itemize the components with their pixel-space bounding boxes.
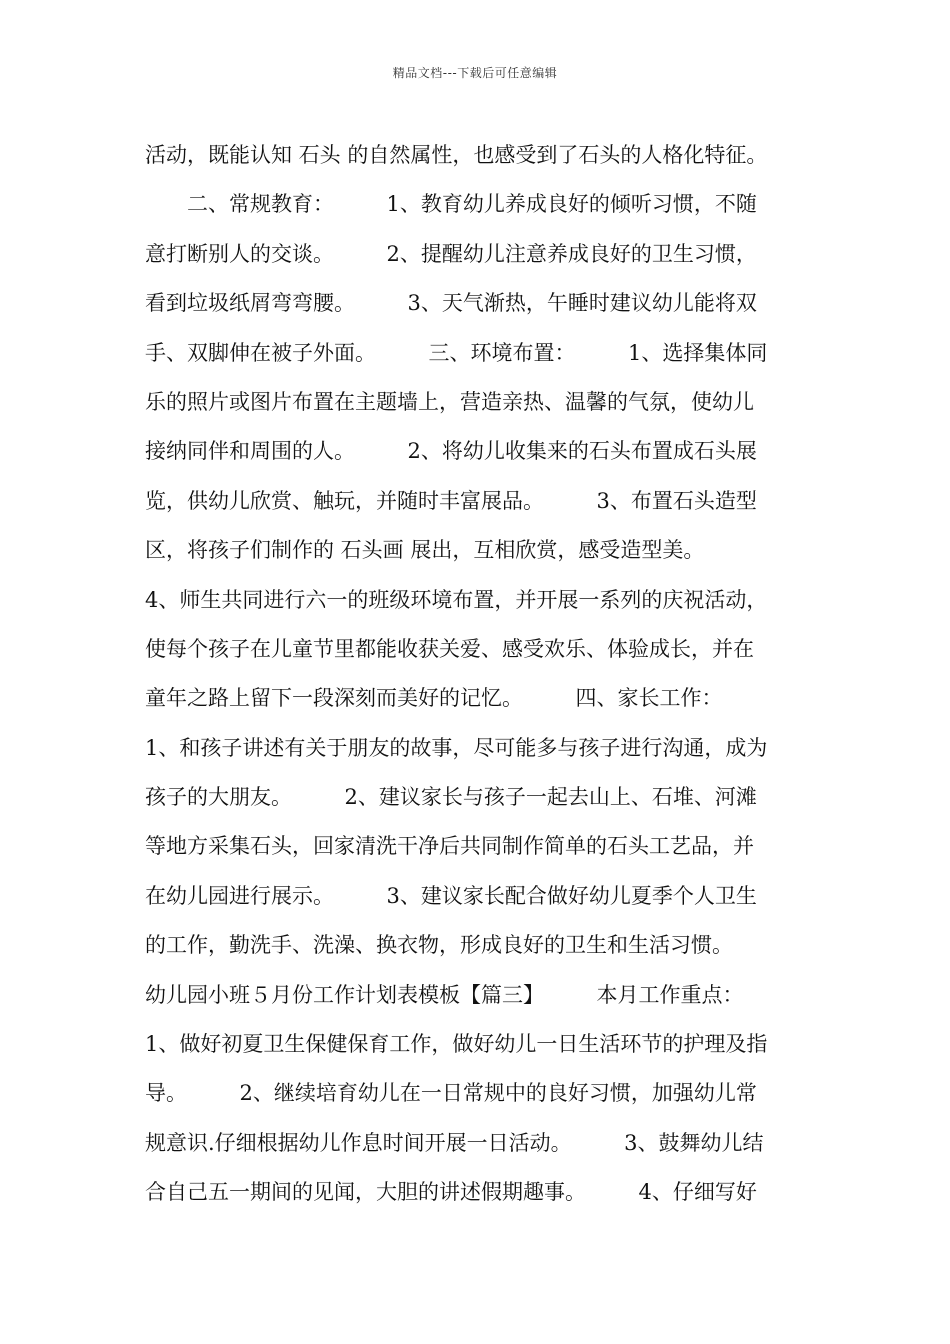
text-line: 导。 2、继续培育幼儿在一日常规中的良好习惯，加强幼儿常 <box>145 1081 757 1106</box>
text-line: 合自己五一期间的见闻，大胆的讲述假期趣事。 4、仔细写好 <box>145 1180 757 1205</box>
text-line: 幼儿园小班５月份工作计划表模板【篇三】 本月工作重点： <box>145 982 744 1007</box>
text-line: 区，将孩子们制作的 石头画 展出，互相欣赏，感受造型美。 <box>145 538 705 563</box>
text-line: 在幼儿园进行展示。 3、建议家长配合做好幼儿夏季个人卫生 <box>145 883 757 908</box>
text-line: 童年之路上留下一段深刻而美好的记忆。 四、家长工作： <box>145 686 723 711</box>
text-line: 1、和孩子讲述有关于朋友的故事，尽可能多与孩子进行沟通，成为 <box>145 735 768 760</box>
text-line: 4、师生共同进行六一的班级环境布置，并开展一系列的庆祝活动， <box>145 587 768 612</box>
text-line: 接纳同伴和周围的人。 2、将幼儿收集来的石头布置成石头展 <box>145 439 757 464</box>
text-line: 乐的照片或图片布置在主题墙上，营造亲热、温馨的气氛，使幼儿 <box>145 389 754 414</box>
text-line: 规意识.仔细根据幼儿作息时间开展一日活动。 3、鼓舞幼儿结 <box>145 1130 764 1155</box>
text-line: 的工作，勤洗手、洗澡、换衣物，形成良好的卫生和生活习惯。 <box>145 933 733 958</box>
text-line: 等地方采集石头，回家清洗干净后共同制作简单的石头工艺品，并 <box>145 834 754 859</box>
text-line: 活动，既能认知 石头 的自然属性，也感受到了石头的人格化特征。 <box>145 143 768 167</box>
text-line: 1、做好初夏卫生保健保育工作，做好幼儿一日生活环节的护理及指 <box>145 1032 768 1057</box>
text-line: 览，供幼儿欣赏、触玩，并随时丰富展品。 3、布置石头造型 <box>145 488 757 513</box>
page-header: 精品文档---下载后可任意编辑 <box>392 66 558 80</box>
text-line: 使每个孩子在儿童节里都能收获关爱、感受欢乐、体验成长，并在 <box>145 636 754 661</box>
text-line: 孩子的大朋友。 2、建议家长与孩子一起去山上、石堆、河滩 <box>145 785 757 810</box>
text-line: 看到垃圾纸屑弯弯腰。 3、天气渐热，午睡时建议幼儿能将双 <box>145 291 757 316</box>
text-line: 二、常规教育： 1、教育幼儿养成良好的倾听习惯，不随 <box>145 192 757 217</box>
document-body <box>145 131 845 1218</box>
text-line: 手、双脚伸在被子外面。 三、环境布置： 1、选择集体同 <box>145 340 768 365</box>
text-line: 意打断别人的交谈。 2、提醒幼儿注意养成良好的卫生习惯， <box>145 241 757 266</box>
